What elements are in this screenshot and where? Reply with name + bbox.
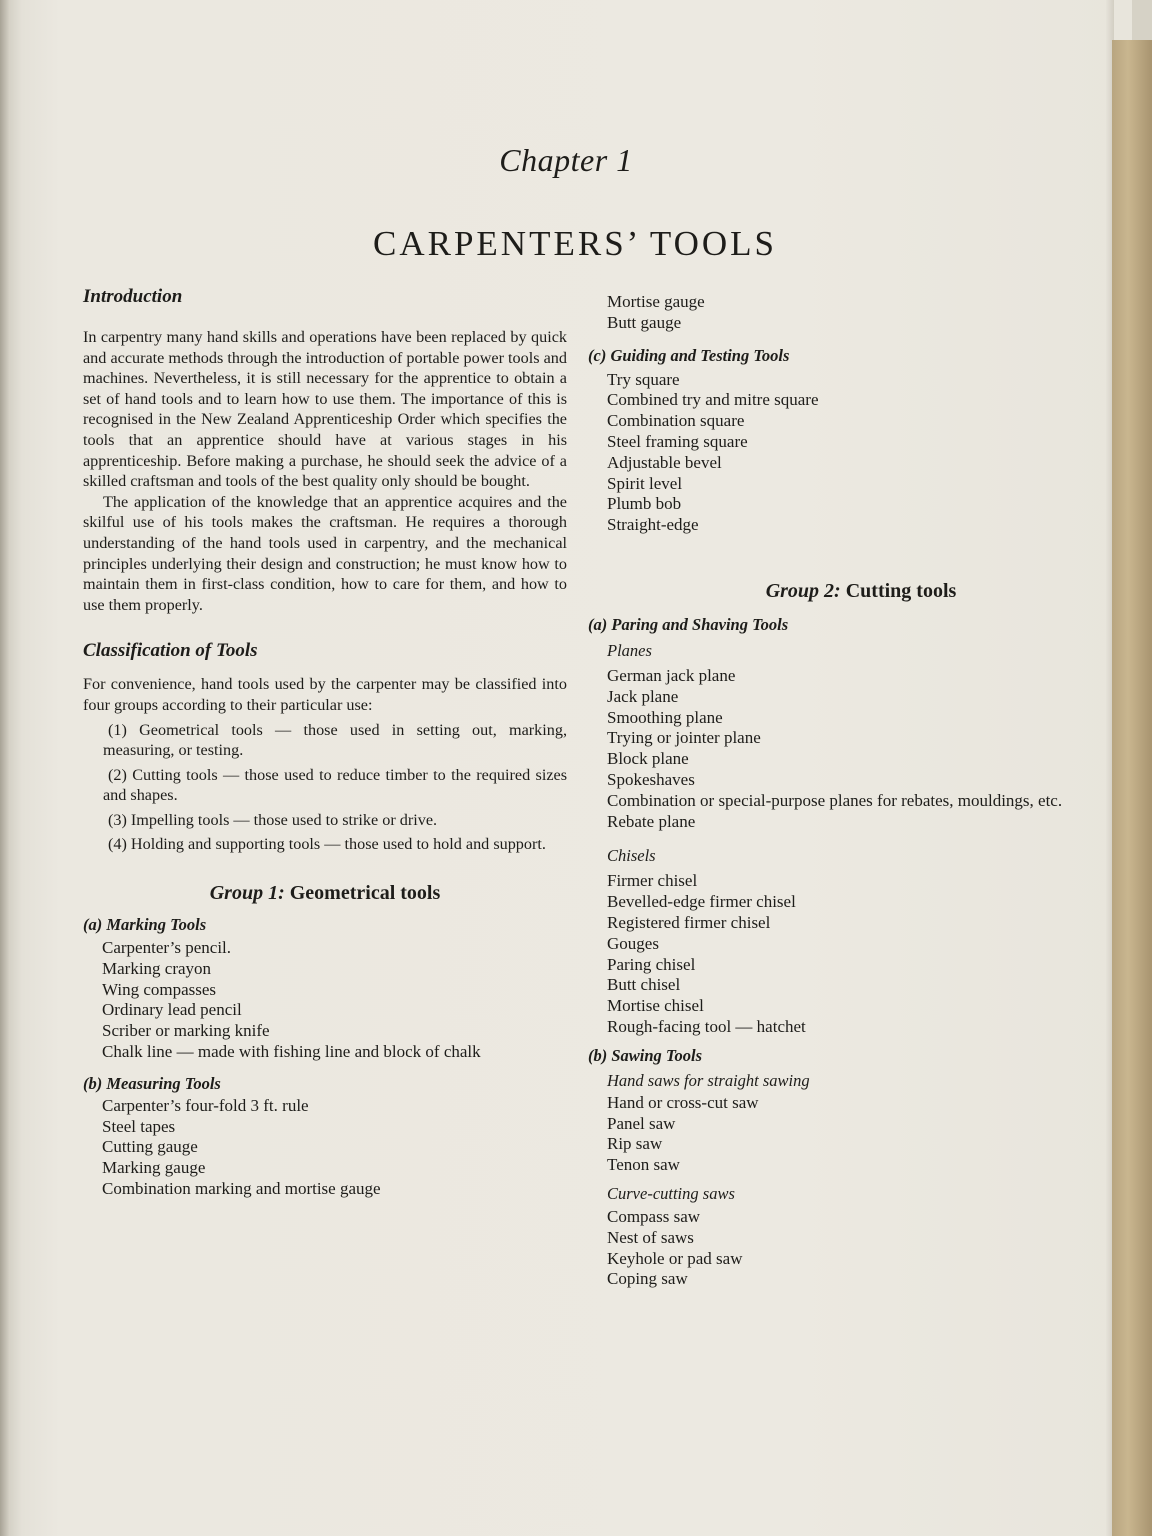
left-column (83, 280, 567, 1200)
book-cover-edge (1112, 40, 1152, 1536)
paring-tools-heading: (a) Paring and Shaving Tools (588, 614, 789, 634)
list-item: Marking gauge (102, 1158, 206, 1178)
chapter-title: CARPENTERS’ TOOLS (373, 224, 777, 263)
list-item: Tenon saw (607, 1155, 680, 1175)
curve-saws-list (588, 1207, 1078, 1290)
marking-tools-heading: (a) Marking Tools (83, 915, 207, 935)
list-item: Bevelled-edge firmer chisel (607, 892, 796, 912)
group2-label: Group 2: (765, 579, 841, 602)
list-item: Scriber or marking knife (102, 1021, 270, 1041)
list-item: Nest of saws (607, 1227, 694, 1247)
chapter-label: Chapter 1 (499, 142, 633, 178)
intro-paragraph-1: In carpentry many hand skills and operations have been replaced by quick and accurate methods through the introduction of portable power tools and machines. Nevertheless, it is still necessary for the apprentice to obtain a set of hand tools and to learn how to use them. The importance of this is recognised in the New Zealand Apprenticeship Order which specifies the tools that an apprentice should have at various stages in his apprenticeship. Before making a purchase, he should seek the advice of a skilled craftsman and tools of the best quality only should be bought. (83, 328, 567, 491)
group2-heading (588, 580, 1078, 603)
list-item: Rip saw (607, 1134, 663, 1154)
list-item: Combined try and mitre square (607, 390, 819, 410)
guiding-tools-heading: (c) Guiding and Testing Tools (588, 345, 790, 365)
list-item: Panel saw (607, 1113, 676, 1133)
list-item: Registered firmer chisel (607, 912, 771, 932)
list-item: Try square (607, 369, 680, 389)
classification-item-4: (4) Holding and supporting tools — those used to hold and support. (108, 835, 546, 854)
list-item: Gouges (607, 933, 659, 953)
list-item: Rough-facing tool — hatchet (607, 1016, 806, 1036)
list-item: Chalk line — made with fishing line and block of chalk (102, 1042, 481, 1062)
list-item: Block plane (607, 749, 689, 769)
group1-heading (83, 882, 567, 905)
list-item: Butt chisel (607, 975, 681, 995)
list-item: Carpenter’s pencil. (102, 938, 232, 958)
list-item: Cutting gauge (102, 1137, 198, 1157)
list-item: German jack plane (607, 665, 736, 685)
group1-name: Geometrical tools (289, 882, 441, 905)
group1-label: Group 1: (209, 882, 285, 905)
list-item: Coping saw (607, 1269, 688, 1289)
list-item: Marking crayon (102, 958, 212, 978)
intro-paragraph-2: The application of the knowledge that an apprentice acquires and the skilful use of his tools makes the craftsman. He requires a thorough understanding of the hand tools used in carpentry, and the mechanical principles underlying their design and construction; he must know how to maintain them in first-class condition, how to care for them, and how to use them properly. (83, 492, 567, 614)
list-item: Steel tapes (102, 1116, 176, 1136)
guiding-tools-list (588, 370, 1078, 536)
straight-saws-list (588, 1093, 1078, 1176)
intro-heading: Introduction (83, 286, 183, 307)
measuring-tools-list-continued (588, 292, 1078, 334)
list-item: Combination square (607, 411, 745, 431)
list-item: Trying or jointer plane (607, 728, 761, 748)
list-item: Adjustable bevel (607, 452, 722, 472)
classification-item-1: (1) Geometrical tools — those used in setting out, marking, measuring, or testing. (103, 720, 567, 760)
chisels-list (588, 871, 1078, 1037)
planes-label: Planes (607, 640, 652, 660)
list-item: Straight-edge (607, 515, 699, 535)
classification-item-2: (2) Cutting tools — those used to reduce timber to the required sizes and shapes. (103, 765, 567, 805)
list-item: Rebate plane (607, 811, 696, 831)
curve-saws-label: Curve-cutting saws (607, 1183, 735, 1203)
list-item: Smoothing plane (607, 707, 723, 727)
planes-list (588, 666, 1078, 832)
list-item: Butt gauge (607, 312, 682, 332)
list-item: Wing compasses (102, 979, 217, 999)
list-item: Ordinary lead pencil (102, 1000, 242, 1020)
list-item: Plumb bob (607, 494, 682, 514)
sawing-tools-heading: (b) Sawing Tools (588, 1045, 703, 1065)
list-item: Combination or special-purpose planes for rebates, mouldings, etc. (607, 790, 1063, 810)
chisels-label: Chisels (607, 846, 656, 866)
list-item: Keyhole or pad saw (607, 1248, 743, 1268)
list-item: Firmer chisel (607, 871, 698, 891)
list-item: Spirit level (607, 473, 683, 493)
list-item: Compass saw (607, 1206, 701, 1226)
marking-tools-list (83, 938, 567, 1063)
measuring-tools-list (83, 1096, 567, 1200)
list-item: Spokeshaves (607, 769, 695, 789)
list-item: Mortise gauge (607, 292, 705, 311)
list-item: Carpenter’s four-fold 3 ft. rule (102, 1095, 309, 1115)
classification-paragraph: For convenience, hand tools used by the carpenter may be classified into four groups according to their particular use: (83, 675, 567, 714)
group2-name: Cutting tools (845, 579, 957, 602)
list-item: Steel framing square (607, 431, 748, 451)
right-column (588, 292, 1078, 1290)
list-item: Hand or cross-cut saw (607, 1092, 759, 1112)
classification-item-3: (3) Impelling tools — those used to strike or drive. (108, 810, 438, 829)
list-item: Jack plane (607, 686, 679, 706)
classification-heading: Classification of Tools (83, 640, 258, 662)
measuring-tools-heading: (b) Measuring Tools (83, 1073, 221, 1093)
list-item: Paring chisel (607, 954, 696, 974)
list-item: Mortise chisel (607, 996, 704, 1016)
list-item: Combination marking and mortise gauge (102, 1179, 381, 1199)
straight-saws-label: Hand saws for straight sawing (607, 1070, 810, 1090)
